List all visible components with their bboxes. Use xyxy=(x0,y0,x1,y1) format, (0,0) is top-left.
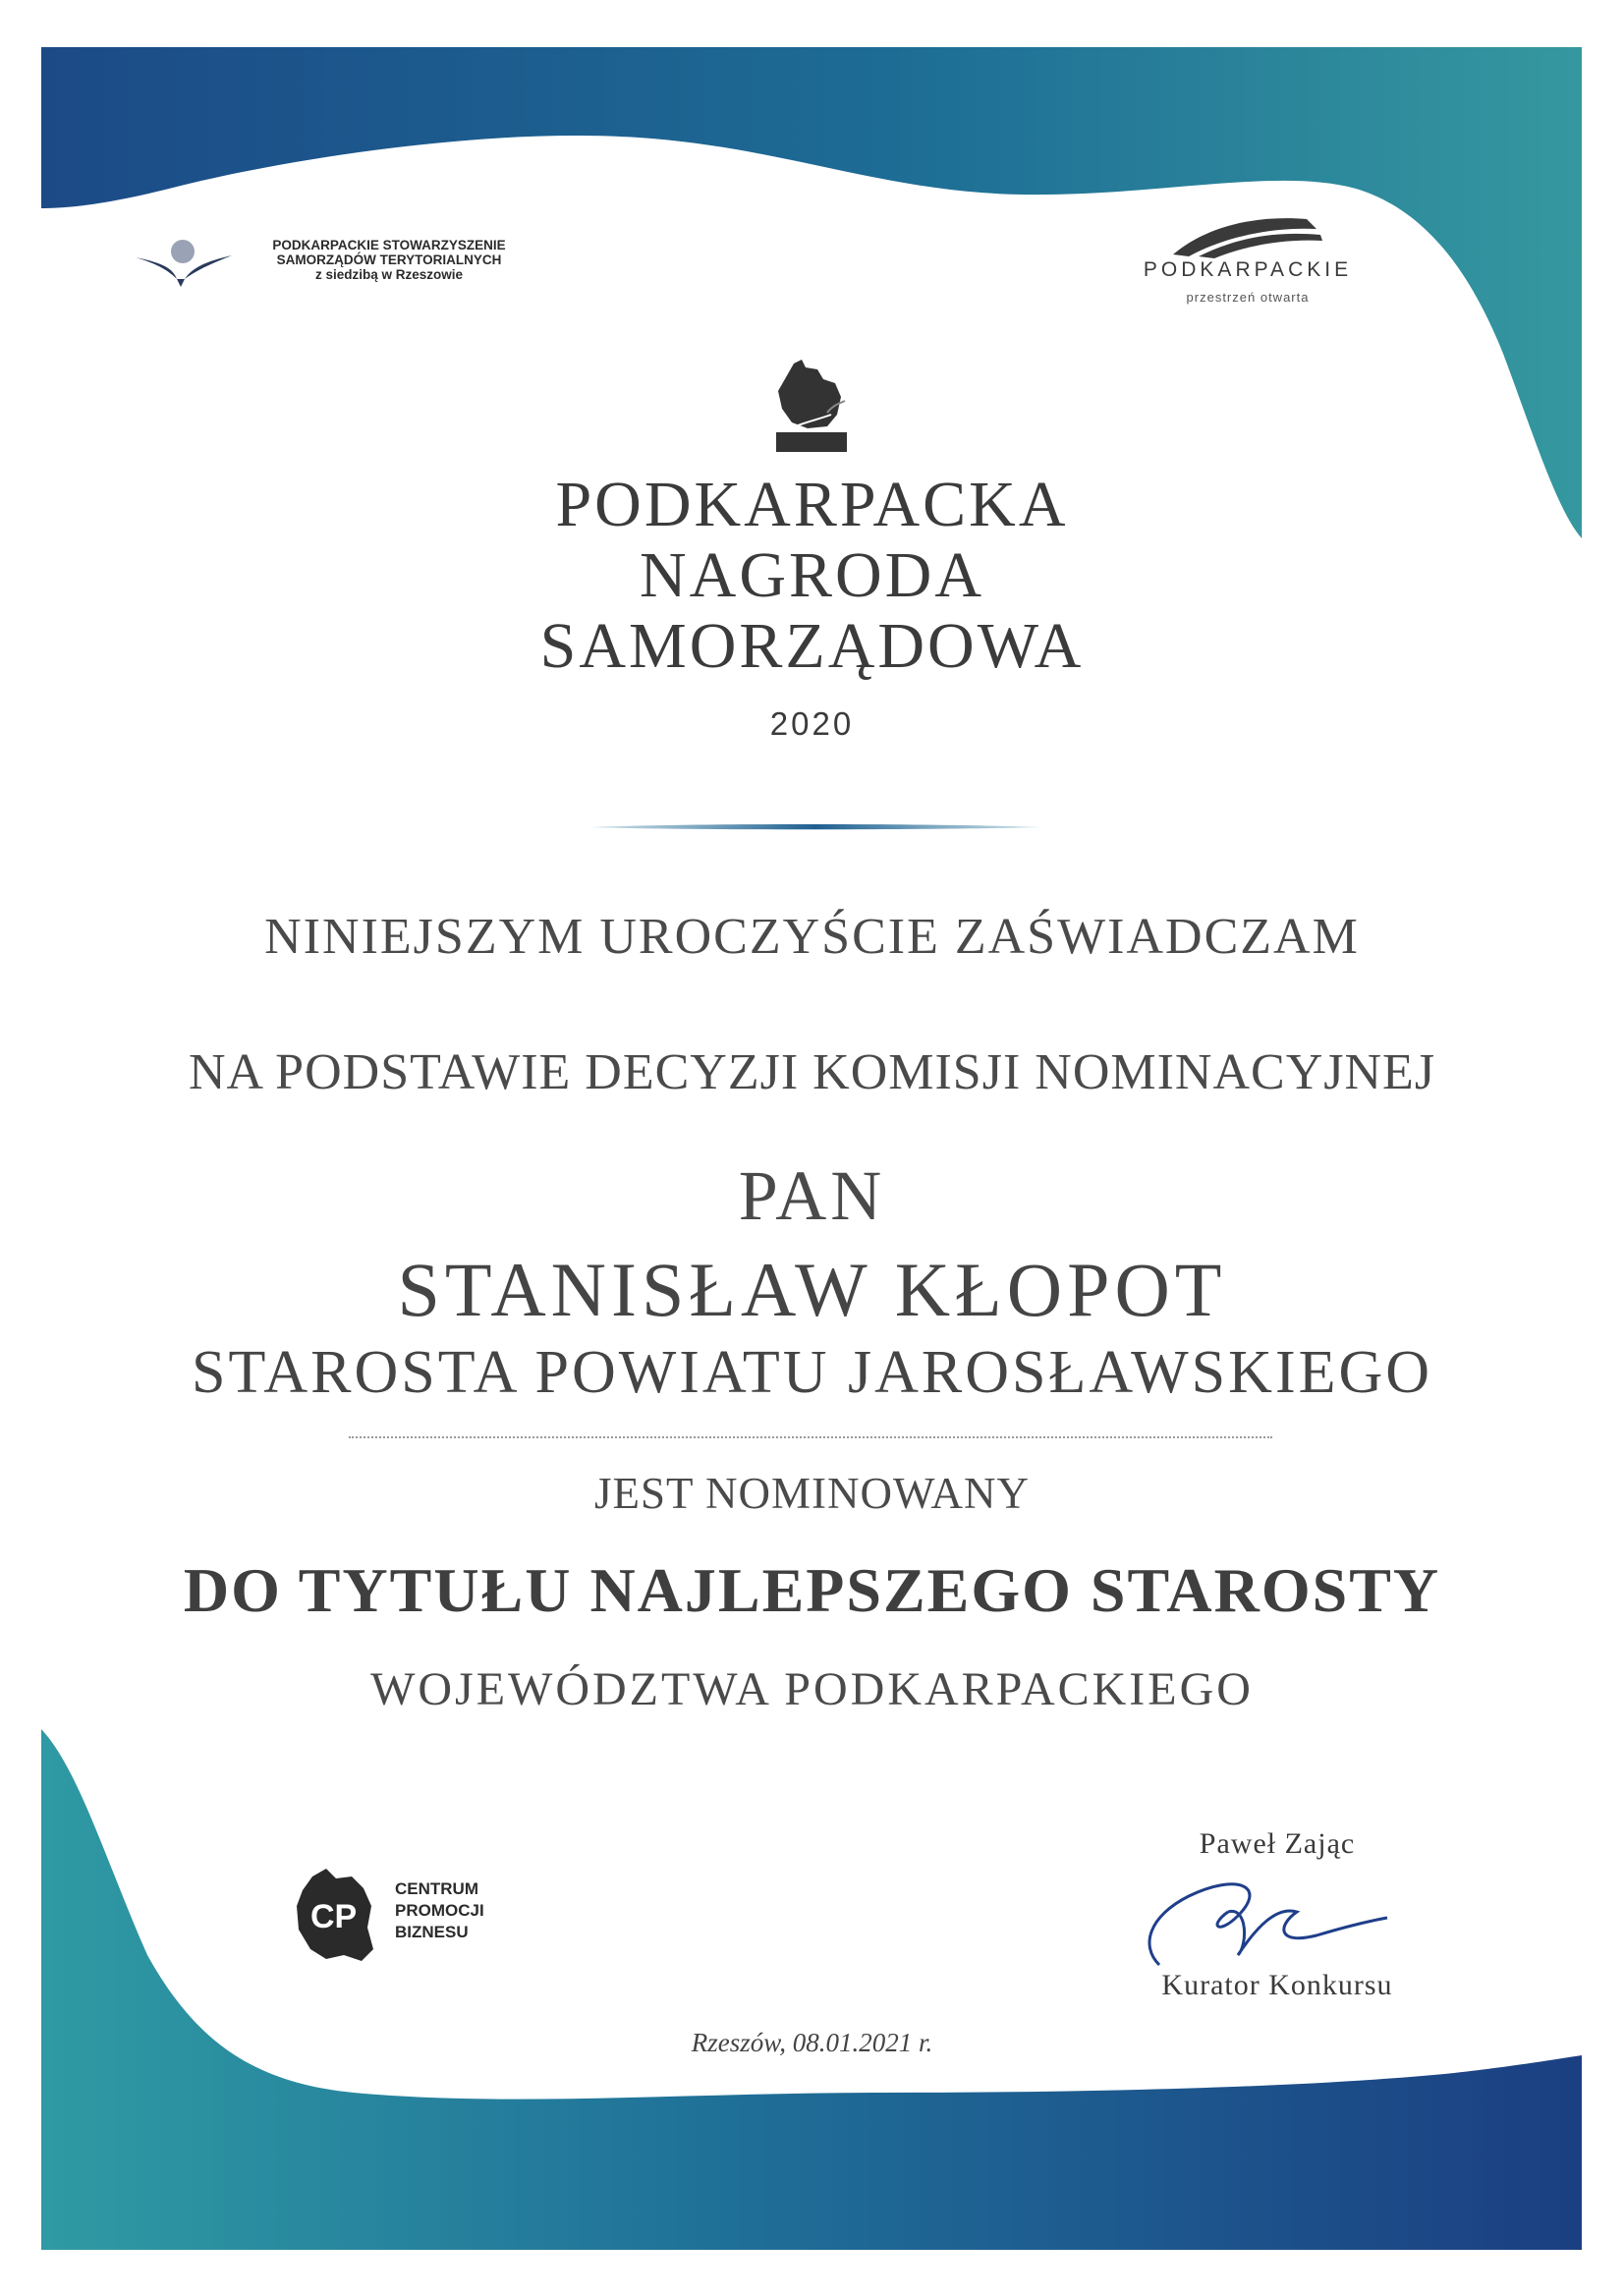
dotted-separator xyxy=(349,1436,1272,1438)
organizer-line3: BIZNESU xyxy=(395,1923,469,1941)
signature-mark xyxy=(1130,1867,1395,1975)
nominee-position: STAROSTA POWIATU JAROSŁAWSKIEGO xyxy=(191,1339,1433,1406)
organizer-line1: CENTRUM xyxy=(395,1879,478,1898)
salutation: PAN xyxy=(738,1156,886,1235)
award-title-line1: PODKARPACKA xyxy=(555,469,1069,540)
region-map-icon xyxy=(772,358,851,456)
left-org-logo xyxy=(136,234,548,303)
left-org-line1: PODKARPACKIE STOWARZYSZENIE xyxy=(272,238,506,252)
award-year: 2020 xyxy=(769,705,855,742)
left-org-line2: SAMORZĄDÓW TERYTORIALNYCH xyxy=(276,252,502,267)
body-line5: WOJEWÓDZTWA PODKARPACKIEGO xyxy=(370,1663,1254,1715)
body-line2: NA PODSTAWIE DECYZJI KOMISJI NOMINACYJNEJ xyxy=(188,1044,1436,1100)
cpb-logo-letters: CP xyxy=(310,1898,358,1935)
right-region-logo xyxy=(1130,211,1366,309)
bird-emblem-icon xyxy=(136,234,234,293)
nominee-name: STANISŁAW KŁOPOT xyxy=(397,1247,1227,1332)
organizer-logo xyxy=(293,1867,509,1975)
body-line1: NINIEJSZYM UROCZYŚCIE ZAŚWIADCZAM xyxy=(264,909,1360,965)
body-line3: JEST NOMINOWANY xyxy=(594,1469,1030,1518)
cpb-map-icon xyxy=(293,1867,381,1965)
right-logo-name: PODKARPACKIE xyxy=(1143,258,1353,281)
title-divider xyxy=(0,821,1624,833)
organizer-line2: PROMOCJI xyxy=(395,1901,484,1920)
award-title-line3: SAMORZĄDOWA xyxy=(539,610,1085,682)
mountain-arc-icon xyxy=(1169,211,1326,258)
signer-name: Paweł Zając xyxy=(1199,1827,1356,1860)
award-title-line2: NAGRODA xyxy=(640,539,984,611)
right-logo-tagline: przestrzeń otwarta xyxy=(1186,290,1310,305)
award-title xyxy=(0,470,1624,682)
left-org-line3: z siedzibą w Rzeszowie xyxy=(314,267,464,282)
place-date: Rzeszów, 08.01.2021 r. xyxy=(691,2028,933,2057)
body-line4: DO TYTUŁU NAJLEPSZEGO STAROSTY xyxy=(183,1555,1441,1625)
signer-role: Kurator Konkursu xyxy=(1161,1969,1393,2001)
